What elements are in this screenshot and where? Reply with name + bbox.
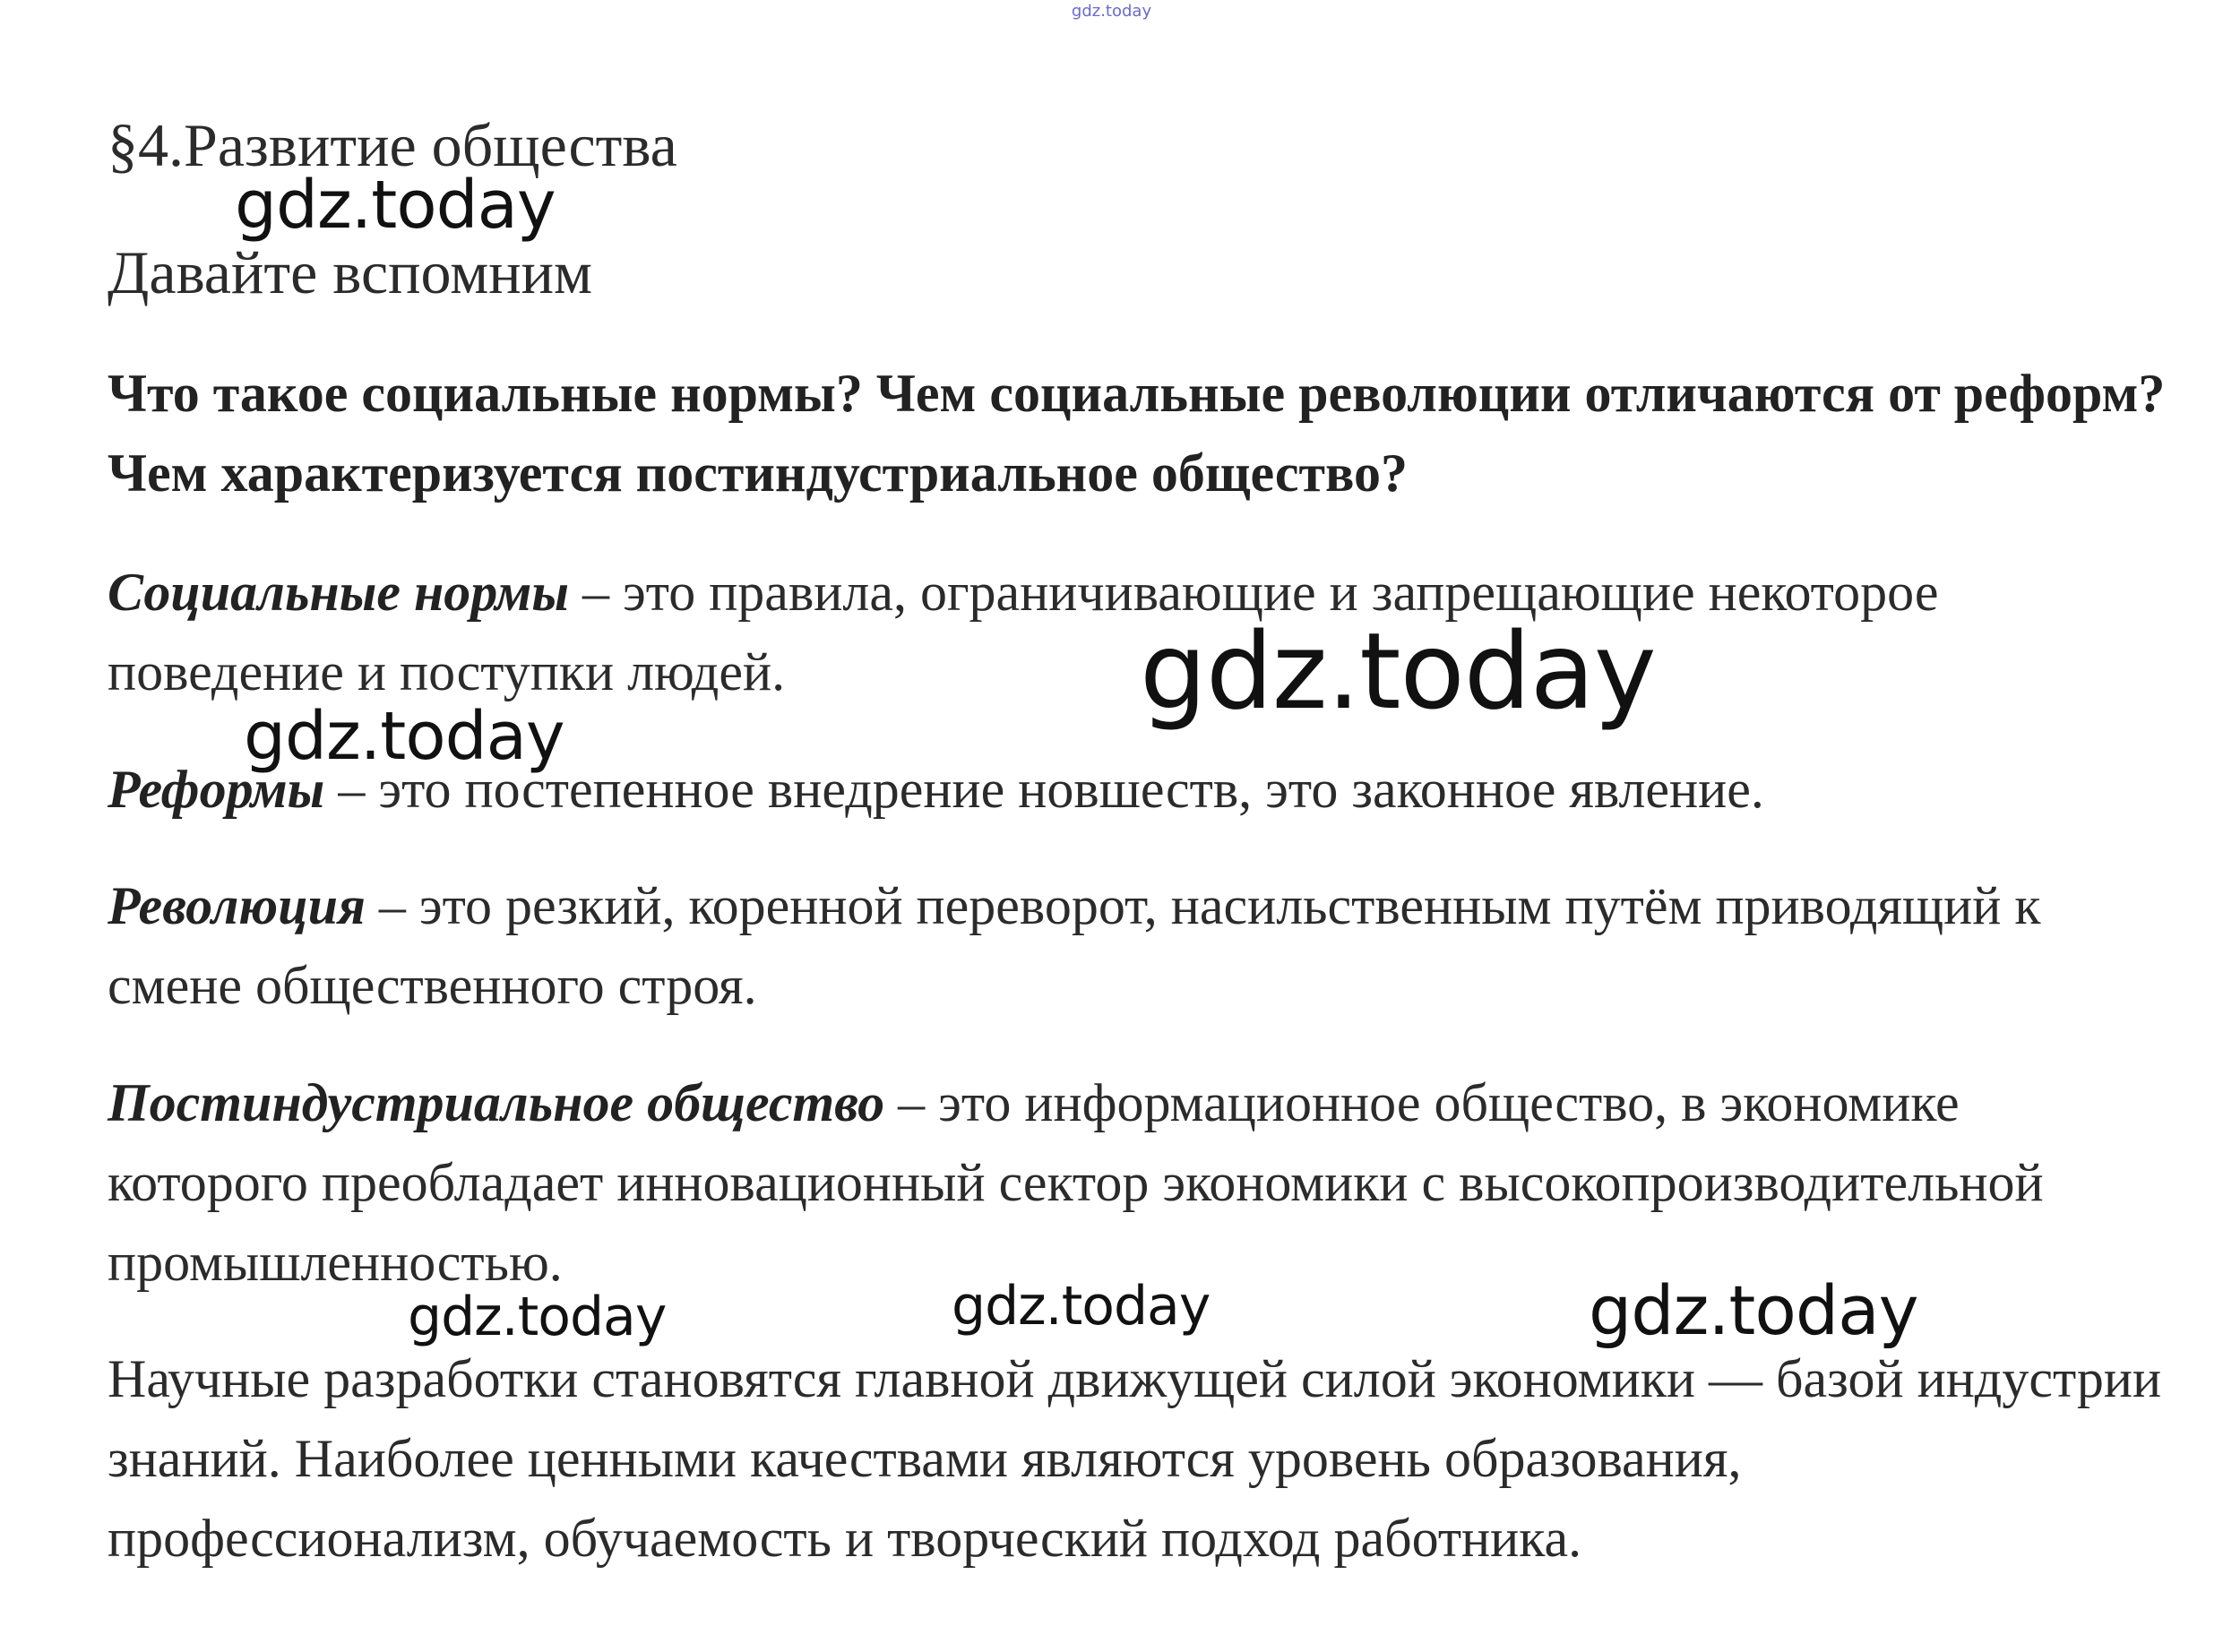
review-questions: Что такое социальные нормы? Чем социальные революции отличаются от реформ? Чем характеризуется постиндустриальное общество? (108, 364, 2166, 503)
watermark: gdz.today (235, 167, 556, 244)
watermark: gdz.today (1140, 609, 1656, 733)
section-title: §4.Развитие общества (108, 111, 677, 179)
definition-social-norms (108, 553, 2168, 712)
definition-text: – это информационное общество, в экономике которого преобладает инновационный сектор экономики с высокопроизводительной промышленностью. (108, 1073, 2044, 1292)
section-subtitle: Давайте вспомним (108, 238, 593, 306)
definition-term: Реформы (108, 760, 325, 819)
definition-term: Постиндустриальное общество (108, 1073, 885, 1132)
definition-term: Революция (108, 876, 366, 935)
header-watermark: gdz.today (1071, 2, 1152, 21)
watermark: gdz.today (952, 1275, 1211, 1338)
definition-revolution (108, 866, 2168, 1026)
definition-postindustrial-society (108, 1063, 2168, 1303)
watermark: gdz.today (244, 698, 564, 775)
definition-text: – это резкий, коренной переворот, насильственным путём приводящий к смене общественного строя. (108, 876, 2041, 1015)
definition-term: Социальные нормы (108, 563, 570, 622)
explanation-paragraph: Научные разработки становятся главной движущей силой экономики — базой индустрии знаний. Наиболее ценными качествами являются уровень образования, профессионализм, обучаемость и творческий подход работника. (108, 1349, 2162, 1568)
definition-text: – это правила, ограничивающие и запрещающие некоторое поведение и поступки людей. (108, 563, 1939, 701)
watermark: gdz.today (1589, 1270, 1918, 1350)
definition-text: – это постепенное внедрение новшеств, это законное явление. (324, 760, 1764, 819)
watermark: gdz.today (408, 1286, 667, 1348)
